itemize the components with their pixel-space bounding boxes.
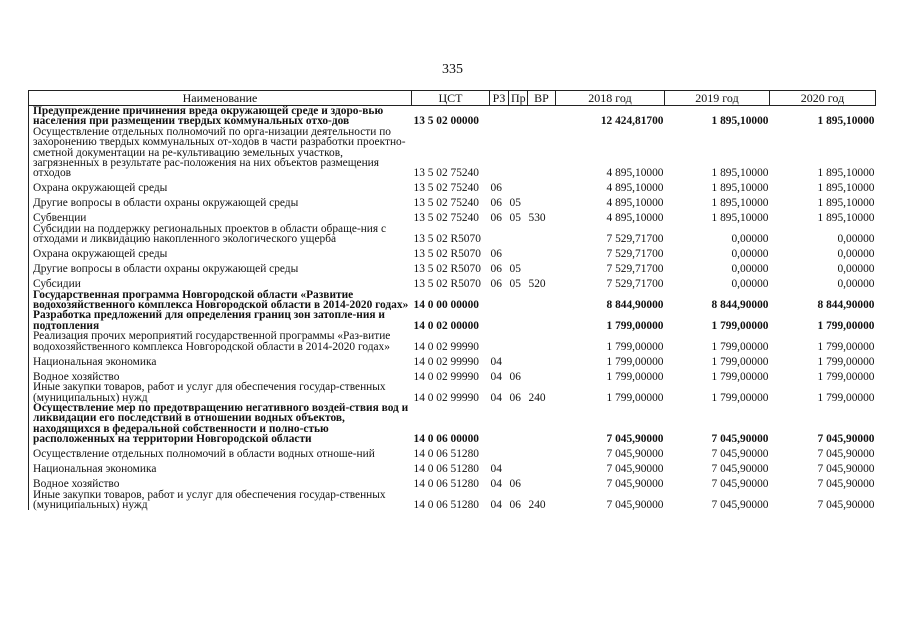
cell-cst: 14 0 06 51280 (413, 478, 479, 491)
cell-name: Водное хозяйство (33, 370, 120, 383)
cell-y2019: 1 799,00000 (711, 340, 769, 353)
cell-name: Водное хозяйство (33, 478, 120, 491)
table-row (29, 382, 876, 403)
cell-vr (528, 403, 556, 445)
cell-name: Национальная экономика (33, 355, 157, 368)
cell-y2018: 12 424,81700 (600, 115, 664, 128)
cell-vr (528, 260, 556, 275)
cell-pr: 05 (509, 263, 521, 276)
cell-y2018: 1 799,00000 (606, 355, 664, 368)
table-row (29, 352, 876, 367)
cell-vr: 530 (528, 212, 546, 225)
cell-pr (509, 224, 528, 245)
header-2019: 2019 год (665, 91, 770, 106)
cell-y2018: 1 799,00000 (606, 340, 664, 353)
cell-name: Разработка предложений для определения границ зон затопле-ния и подтопления (33, 309, 385, 332)
cell-pr: 05 (509, 197, 521, 210)
cell-cst: 13 5 02 R5070 (413, 248, 481, 261)
table-row (29, 290, 876, 311)
cell-y2019: 1 895,10000 (711, 167, 769, 180)
cell-cst: 13 5 02 75240 (413, 212, 479, 225)
cell-rz (490, 331, 509, 352)
cell-y2019: 1 895,10000 (711, 115, 769, 128)
page-number: 335 (442, 62, 463, 77)
cell-pr (509, 445, 528, 460)
cell-cst: 13 5 02 75240 (413, 167, 479, 180)
cell-rz: 06 (490, 197, 502, 210)
budget-table (28, 90, 876, 510)
cell-y2020: 7 045,90000 (817, 498, 875, 511)
cell-y2018: 4 895,10000 (606, 212, 664, 225)
cell-cst: 14 0 06 00000 (413, 433, 479, 446)
cell-y2018: 7 529,71700 (606, 278, 664, 291)
cell-y2018: 7 529,71700 (606, 233, 664, 246)
cell-rz: 04 (490, 370, 502, 383)
cell-pr: 06 (509, 370, 521, 383)
cell-name: Осуществление отдельных полномочий в области водных отноше-ний (33, 448, 375, 461)
cell-y2019: 0,00000 (731, 248, 769, 261)
cell-y2018: 4 895,10000 (606, 167, 664, 180)
cell-y2018: 7 045,90000 (606, 433, 664, 446)
table-row (29, 445, 876, 460)
cell-pr (509, 460, 528, 475)
cell-y2019: 7 045,90000 (711, 463, 769, 476)
cell-rz: 04 (490, 478, 502, 491)
cell-name: Иные закупки товаров, работ и услуг для обеспечения государ-ственных (муниципальных) нужд (33, 381, 386, 404)
cell-y2019: 1 895,10000 (711, 212, 769, 225)
cell-y2020: 0,00000 (837, 233, 875, 246)
cell-vr (528, 194, 556, 209)
cell-y2020: 1 895,10000 (817, 212, 875, 225)
cell-rz (490, 310, 509, 331)
cell-cst: 14 0 06 51280 (413, 448, 479, 461)
cell-name: Охрана окружающей среды (33, 248, 168, 261)
cell-name: Другие вопросы в области охраны окружающей среды (33, 263, 299, 276)
cell-pr (509, 290, 528, 311)
cell-vr (528, 475, 556, 490)
cell-name: Осуществление мер по предотвращению негативного воздей-ствия вод и ликвидации его последствий в отношении водных объектов, находящихся в федеральной собственности и полно-стью расположенных на территории Новгородской области (33, 401, 409, 446)
cell-pr: 06 (509, 498, 521, 511)
cell-rz (490, 445, 509, 460)
cell-rz (490, 290, 509, 311)
cell-pr: 06 (509, 391, 521, 404)
table-row (29, 490, 876, 511)
table-row (29, 106, 876, 127)
cell-y2018: 7 045,90000 (606, 498, 664, 511)
cell-y2018: 7 529,71700 (606, 248, 664, 261)
header-name: Наименование (29, 91, 412, 106)
cell-pr (509, 245, 528, 260)
cell-y2018: 7 045,90000 (606, 478, 664, 491)
cell-vr (528, 445, 556, 460)
cell-cst: 14 0 00 00000 (413, 299, 479, 312)
cell-vr (528, 460, 556, 475)
cell-y2020: 0,00000 (837, 278, 875, 291)
cell-y2020: 0,00000 (837, 248, 875, 261)
table-row (29, 367, 876, 382)
cell-pr (509, 106, 528, 127)
cell-cst: 13 5 02 75240 (413, 197, 479, 210)
cell-y2020: 1 799,00000 (817, 340, 875, 353)
cell-pr (509, 331, 528, 352)
cell-y2019: 7 045,90000 (711, 498, 769, 511)
cell-y2019: 1 799,00000 (711, 355, 769, 368)
cell-y2020: 1 799,00000 (817, 355, 875, 368)
cell-y2018: 7 045,90000 (606, 448, 664, 461)
cell-vr (528, 367, 556, 382)
table-row (29, 245, 876, 260)
cell-cst: 14 0 02 99990 (413, 370, 479, 383)
cell-pr (509, 403, 528, 445)
header-2020: 2020 год (770, 91, 876, 106)
cell-pr: 05 (509, 212, 521, 225)
cell-y2018: 1 799,00000 (606, 391, 664, 404)
cell-y2018: 7 045,90000 (606, 463, 664, 476)
table-row (29, 310, 876, 331)
cell-y2018: 7 529,71700 (606, 263, 664, 276)
cell-rz: 06 (490, 263, 502, 276)
cell-vr: 520 (528, 278, 546, 291)
cell-name: Субвенции (33, 212, 87, 225)
cell-rz: 06 (490, 248, 502, 261)
cell-y2018: 1 799,00000 (606, 319, 664, 332)
cell-rz (490, 403, 509, 445)
cell-cst: 14 0 02 99990 (413, 355, 479, 368)
cell-name: Охрана окружающей среды (33, 182, 168, 195)
cell-vr (528, 310, 556, 331)
cell-y2020: 7 045,90000 (817, 463, 875, 476)
cell-rz: 06 (490, 212, 502, 225)
cell-name: Государственная программа Новгородской области «Развитие водохозяйственного комплекса Новгородской области в 2014-2020 годах» (33, 288, 409, 312)
cell-y2020: 1 799,00000 (817, 319, 875, 332)
cell-cst: 14 0 06 51280 (413, 463, 479, 476)
cell-vr (528, 352, 556, 367)
cell-cst: 13 5 02 R5070 (413, 263, 481, 276)
table-row (29, 475, 876, 490)
table-row (29, 194, 876, 209)
cell-y2019: 1 799,00000 (711, 391, 769, 404)
cell-cst: 13 5 02 R5070 (413, 233, 481, 246)
cell-y2020: 7 045,90000 (817, 478, 875, 491)
cell-rz (490, 224, 509, 245)
header-pr: Пр (509, 91, 528, 106)
cell-vr (528, 290, 556, 311)
table-row (29, 331, 876, 352)
cell-y2019: 8 844,90000 (711, 299, 769, 312)
table-row (29, 179, 876, 194)
cell-y2019: 7 045,90000 (711, 448, 769, 461)
cell-cst: 13 5 02 R5070 (413, 278, 481, 291)
cell-name: Национальная экономика (33, 463, 157, 476)
cell-y2019: 0,00000 (731, 233, 769, 246)
table-header-row (29, 91, 876, 106)
table-row (29, 460, 876, 475)
table-row (29, 127, 876, 179)
cell-rz: 04 (490, 463, 502, 476)
cell-y2020: 1 895,10000 (817, 197, 875, 210)
cell-pr: 06 (509, 478, 521, 491)
cell-vr (528, 224, 556, 245)
cell-cst: 14 0 02 00000 (413, 319, 479, 332)
cell-rz: 04 (490, 498, 502, 511)
cell-y2018: 1 799,00000 (606, 370, 664, 383)
table-row (29, 275, 876, 290)
header-2018: 2018 год (556, 91, 665, 106)
cell-cst: 13 5 02 75240 (413, 182, 479, 195)
cell-name: Осуществление отдельных полномочий по орга-низации деятельности по захоронению твердых коммунальных от-ходов в части разработки проектно-сметной документации на ре-культивацию земельных участков, загрязненных в результате рас-положения на них объектов размещения отходов (33, 125, 406, 180)
cell-vr: 240 (528, 498, 546, 511)
header-cst: ЦСТ (412, 91, 490, 106)
cell-y2019: 7 045,90000 (711, 478, 769, 491)
cell-rz: 04 (490, 391, 502, 404)
table-row (29, 224, 876, 245)
cell-rz (490, 127, 509, 179)
cell-name: Другие вопросы в области охраны окружающей среды (33, 197, 299, 210)
cell-rz: 04 (490, 355, 502, 368)
cell-y2020: 1 895,10000 (817, 182, 875, 195)
cell-pr (509, 179, 528, 194)
cell-pr: 05 (509, 278, 521, 291)
cell-y2018: 8 844,90000 (606, 299, 664, 312)
cell-pr (509, 352, 528, 367)
cell-rz: 06 (490, 278, 502, 291)
cell-vr (528, 245, 556, 260)
cell-y2019: 0,00000 (731, 278, 769, 291)
cell-vr (528, 331, 556, 352)
header-vr: ВР (528, 91, 556, 106)
table-row (29, 403, 876, 445)
table-row (29, 209, 876, 224)
cell-y2020: 8 844,90000 (817, 299, 875, 312)
table-row (29, 260, 876, 275)
cell-rz (490, 106, 509, 127)
cell-y2019: 7 045,90000 (711, 433, 769, 446)
cell-y2020: 1 895,10000 (817, 115, 875, 128)
cell-cst: 14 0 02 99990 (413, 340, 479, 353)
cell-name: Реализация прочих мероприятий государственной программы «Раз-витие водохозяйственного комплекса Новгородской области в 2014-2020 годах» (33, 330, 391, 353)
cell-cst: 14 0 02 99990 (413, 391, 479, 404)
cell-y2018: 4 895,10000 (606, 197, 664, 210)
cell-y2018: 4 895,10000 (606, 182, 664, 195)
cell-name: Субсидии (33, 278, 81, 291)
table-body (29, 106, 876, 511)
cell-vr: 240 (528, 391, 546, 404)
cell-pr (509, 310, 528, 331)
cell-y2020: 7 045,90000 (817, 448, 875, 461)
cell-cst: 14 0 06 51280 (413, 498, 479, 511)
cell-vr (528, 127, 556, 179)
cell-name: Иные закупки товаров, работ и услуг для обеспечения государ-ственных (муниципальных) нужд (33, 488, 386, 511)
cell-vr (528, 179, 556, 194)
cell-y2019: 1 799,00000 (711, 319, 769, 332)
cell-y2019: 1 895,10000 (711, 197, 769, 210)
cell-vr (528, 106, 556, 127)
cell-name: Предупреждение причинения вреда окружающей среде и здоро-вью населения при размещении твердых коммунальных отхо-дов (33, 105, 384, 128)
cell-y2019: 1 895,10000 (711, 182, 769, 195)
cell-name: Субсидии на поддержку региональных проектов в области обраще-ния с отходами и ликвидацию накопленного экологического ущерба (33, 222, 387, 246)
cell-y2020: 1 799,00000 (817, 391, 875, 404)
cell-y2019: 1 799,00000 (711, 370, 769, 383)
cell-cst: 13 5 02 00000 (413, 115, 479, 128)
cell-y2020: 0,00000 (837, 263, 875, 276)
cell-rz: 06 (490, 182, 502, 195)
cell-pr (509, 127, 528, 179)
cell-y2020: 1 895,10000 (817, 167, 875, 180)
cell-y2019: 0,00000 (731, 263, 769, 276)
cell-y2020: 1 799,00000 (817, 370, 875, 383)
header-rz: РЗ (490, 91, 509, 106)
cell-y2020: 7 045,90000 (817, 433, 875, 446)
